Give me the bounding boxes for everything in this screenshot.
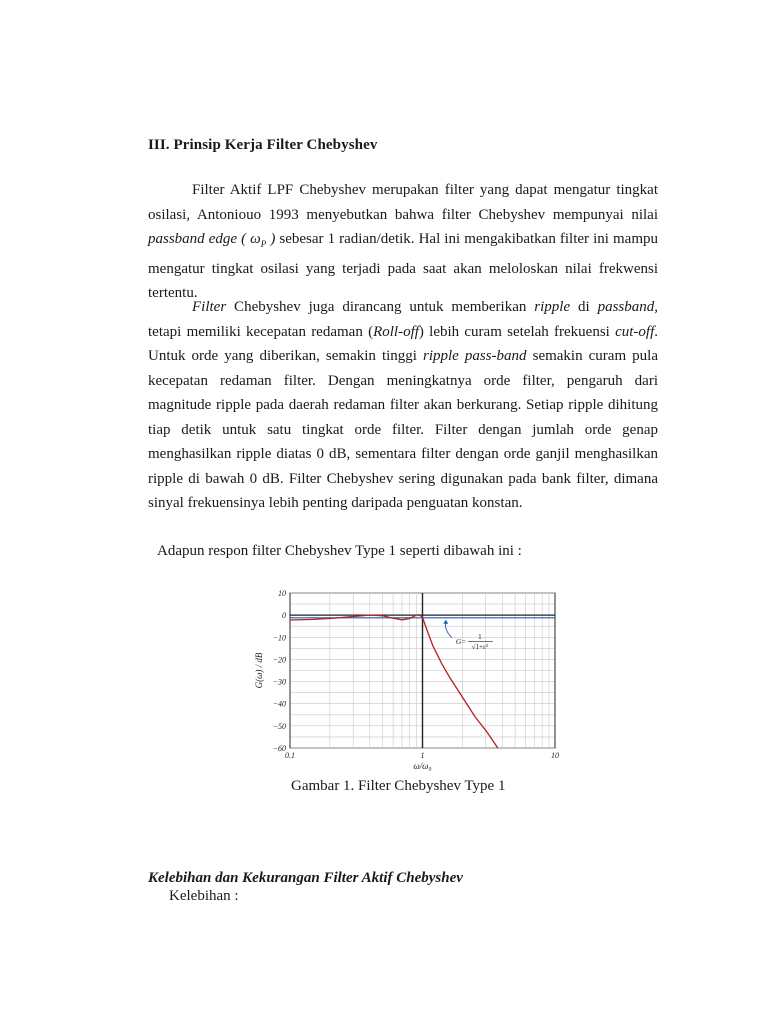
- paragraph2-run: ripple pass-band: [423, 348, 527, 364]
- paragraph1-run: sebesar 1 radian/detik. Hal ini mengakibatkan filter ini mampu mengatur tingkat osilasi yang terjadi pada saat akan meloloskan nilai frekwensi tertentu.: [148, 231, 658, 301]
- y-tick-label: 10: [278, 589, 286, 598]
- y-tick-label: −40: [272, 699, 286, 709]
- y-tick-label: −50: [272, 721, 286, 731]
- y-tick-label: 0: [282, 611, 286, 621]
- section-heading: III. Prinsip Kerja Filter Chebyshev: [148, 137, 378, 153]
- paragraph2-run: Roll-off: [373, 323, 419, 340]
- chebyshev-response-chart: [250, 585, 570, 775]
- y-tick-label: −60: [272, 744, 286, 753]
- y-tick-label: −10: [272, 633, 286, 643]
- chart-svg: [250, 585, 570, 775]
- x-axis-label: ω/ω₀: [413, 761, 432, 771]
- y-tick-label: −20: [272, 655, 286, 665]
- paragraph1-run: ): [266, 231, 276, 247]
- figure-caption: Gambar 1. Filter Chebyshev Type 1: [291, 778, 506, 794]
- x-tick-label: 0.1: [285, 751, 295, 760]
- paragraph1-run: P: [260, 239, 267, 249]
- paragraph2-run: cut-off: [615, 323, 655, 340]
- subsection-heading: Kelebihan dan Kekurangan Filter Aktif Chebyshev: [148, 870, 463, 886]
- annotation-denominator: √1+ε²: [471, 642, 488, 651]
- annotation-lhs: G=: [455, 636, 467, 646]
- paragraph2-run: passband: [597, 299, 655, 315]
- paragraph2-run: Filter: [192, 299, 227, 315]
- paragraph-1-text: [148, 182, 658, 301]
- x-tick-label: 1: [420, 751, 425, 760]
- y-axis-label: G(ω) / dB: [254, 652, 264, 689]
- paragraph1-run: passband edge (: [148, 231, 251, 247]
- paragraph2-run: Chebyshev juga dirancang untuk memberikan: [226, 299, 535, 315]
- paragraph2-run: di: [570, 299, 598, 315]
- paragraph2-run: . Untuk orde yang diberikan, semakin tinggi: [148, 323, 658, 364]
- annotation-numerator: 1: [477, 631, 482, 641]
- figure-intro-text: Adapun respon filter Chebyshev Type 1 seperti dibawah ini :: [157, 543, 522, 559]
- subsection-item: Kelebihan :: [169, 888, 239, 904]
- paragraph1-run: Filter Aktif LPF Chebyshev merupakan filter yang dapat mengatur tingkat osilasi, Antoniouo 1993 menyebutkan bahwa filter Chebyshev mempunyai nilai: [148, 182, 658, 223]
- paragraph-1: [148, 178, 658, 306]
- paragraph1-run: ω: [250, 231, 261, 247]
- paragraph-2-text: [148, 299, 658, 511]
- paragraph2-run: , tetapi memiliki kecepatan redaman (: [148, 299, 658, 340]
- paragraph2-run: ) lebih curam setelah frekuensi: [418, 323, 616, 340]
- x-tick-label: 10: [551, 751, 559, 760]
- paragraph-2: [148, 295, 658, 516]
- y-tick-label: −30: [272, 677, 286, 687]
- paragraph2-run: ripple: [534, 299, 571, 315]
- paragraph2-run: semakin curam pula kecepatan redaman filter. Dengan meningkatnya orde filter, pengaruh dari magnitude ripple pada daerah redaman filter akan berkurang. Setiap ripple dihitung tiap detik untuk satu tingkat orde filter. Filter dengan jumlah orde genap menghasilkan ripple diatas 0 dB, sementara filter dengan orde ganjil menghasilkan ripple di bawah 0 dB. Filter Chebyshev sering digunakan pada bank filter, dimana sinyal frekuensinya lebih penting daripada penguatan konstan.: [148, 348, 659, 511]
